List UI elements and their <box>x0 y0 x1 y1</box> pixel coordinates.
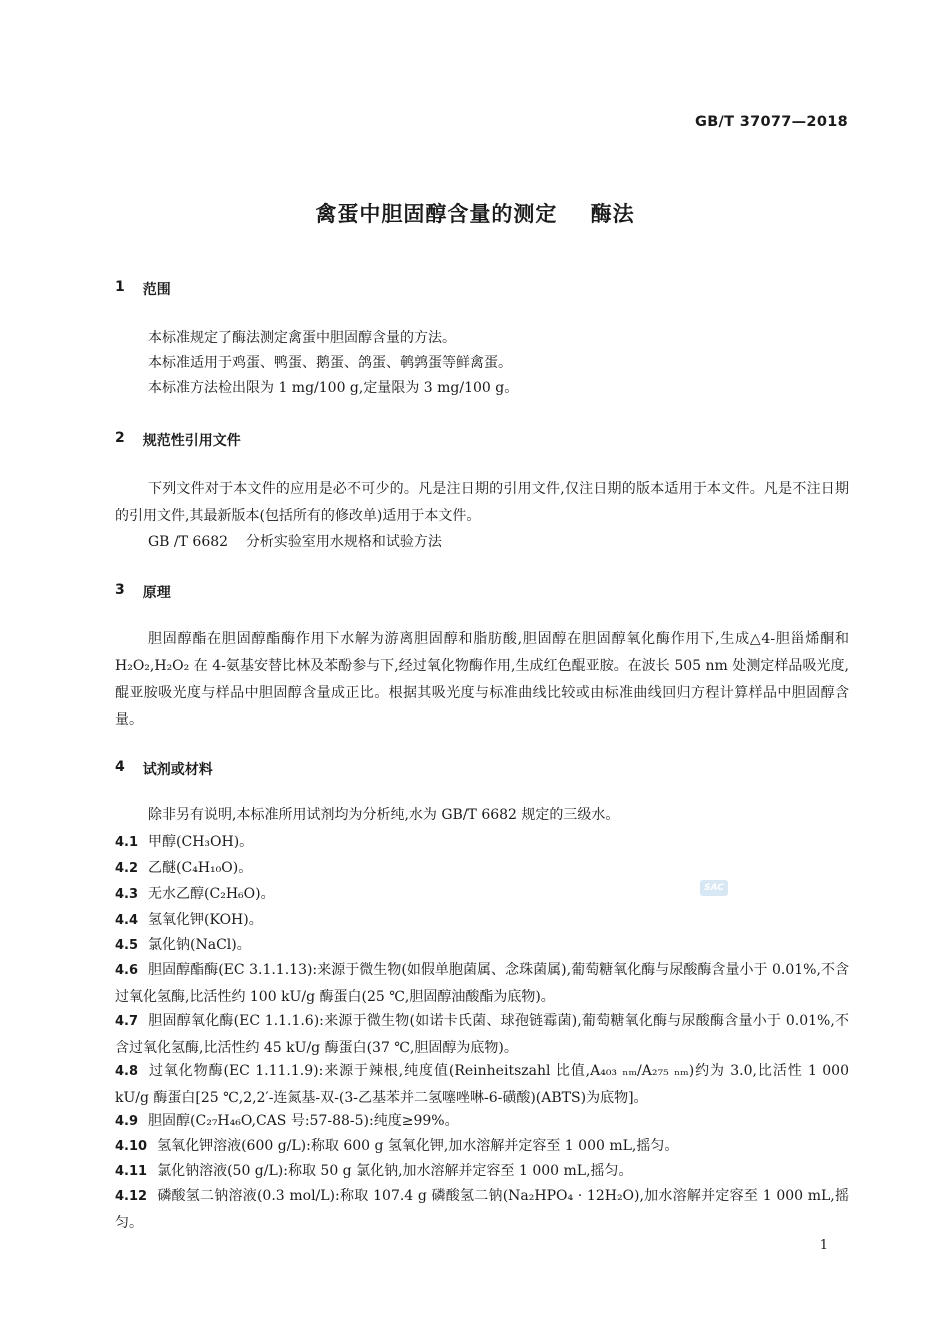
item-text: 乙醚(C₄H₁₀O)。 <box>148 860 253 876</box>
section-heading-principle <box>115 582 171 602</box>
normative-reference: GB /T 6682 分析实验室用水规格和试验方法 <box>148 534 442 550</box>
section-number: 1 <box>115 279 125 295</box>
reagent-item <box>115 1183 849 1236</box>
reagent-item <box>115 881 849 908</box>
scope-line: 本标准适用于鸡蛋、鸭蛋、鹅蛋、鸽蛋、鹌鹑蛋等鲜禽蛋。 <box>148 355 512 371</box>
item-number: 4.6 <box>115 963 139 978</box>
item-number: 4.1 <box>115 835 139 850</box>
section-heading-normative <box>115 430 241 450</box>
section-number: 4 <box>115 759 125 775</box>
item-text: 氯化钠溶液(50 g/L):称取 50 g 氯化钠,加水溶解并定容至 1 000 mL,摇匀。 <box>157 1163 633 1179</box>
item-text: 氯化钠(NaCl)。 <box>148 937 251 953</box>
section-heading-scope <box>115 279 171 299</box>
scope-line: 本标准规定了酶法测定禽蛋中胆固醇含量的方法。 <box>148 330 456 346</box>
item-number: 4.11 <box>115 1164 148 1179</box>
reagent-item <box>115 1158 849 1185</box>
item-text: 磷酸氢二钠溶液(0.3 mol/L):称取 107.4 g 磷酸氢二钠(Na₂HPO₄ · 12H₂O),加水溶解并定容至 1 000 mL,摇匀。 <box>115 1188 849 1231</box>
reagent-item <box>115 1058 849 1111</box>
section-title: 范围 <box>142 282 171 298</box>
principle-paragraph: 胆固醇酯在胆固醇酯酶作用下水解为游离胆固醇和脂肪酸,胆固醇在胆固醇氧化酶作用下,生成△4-胆甾烯酮和 H₂O₂,H₂O₂ 在 4-氨基安替比林及苯酚参与下,经过氧化物酶作用,生成红色醌亚胺。在波长 505 nm 处测定样品吸光度,醌亚胺吸光度与样品中胆固醇含量成正比。根据其吸光度与标准曲线比较或由标准曲线回归方程计算样品中胆固醇含量。 <box>115 631 849 728</box>
section-title: 原理 <box>142 585 171 601</box>
item-number: 4.7 <box>115 1014 139 1029</box>
section-number: 3 <box>115 582 125 598</box>
section-number: 2 <box>115 430 125 446</box>
item-text: 无水乙醇(C₂H₆O)。 <box>148 886 275 902</box>
item-number: 4.3 <box>115 887 139 902</box>
item-text: 胆固醇酯酶(EC 3.1.1.13):来源于微生物(如假单胞菌属、念珠菌属),葡萄糖氧化酶与尿酸酶含量小于 0.01%,不含过氧化氢酶,比活性约 100 kU/g 酶蛋白(25 ℃,胆固醇油酸酯为底物)。 <box>115 962 849 1005</box>
item-number: 4.5 <box>115 938 139 953</box>
item-text: 氢氧化钾(KOH)。 <box>148 912 263 928</box>
item-number: 4.9 <box>115 1114 139 1129</box>
reagent-item <box>115 829 849 856</box>
document-title: 禽蛋中胆固醇含量的测定 酶法 <box>315 202 635 226</box>
reagent-item <box>115 957 849 1010</box>
item-number: 4.4 <box>115 913 139 928</box>
reagent-item <box>115 1008 849 1061</box>
item-number: 4.8 <box>115 1064 139 1079</box>
item-text: 胆固醇(C₂₇H₄₆O,CAS 号:57-88-5):纯度≥99%。 <box>148 1113 459 1129</box>
item-text: 胆固醇氧化酶(EC 1.1.1.6):来源于微生物(如诺卡氏菌、球孢链霉菌),葡萄糖氧化酶与尿酸酶含量小于 0.01%,不含过氧化氢酶,比活性约 45 kU/g 酶蛋白(37 ℃,胆固醇为底物)。 <box>115 1013 849 1056</box>
item-text: 甲醇(CH₃OH)。 <box>148 834 254 850</box>
item-number: 4.2 <box>115 861 139 876</box>
item-number: 4.12 <box>115 1189 148 1204</box>
item-number: 4.10 <box>115 1139 148 1154</box>
standard-number: GB/T 37077—2018 <box>695 114 848 130</box>
section-title: 试剂或材料 <box>142 762 213 778</box>
reagent-item <box>115 932 849 959</box>
page-number: 1 <box>819 1238 828 1253</box>
item-text: 氢氧化钾溶液(600 g/L):称取 600 g 氢氧化钾,加水溶解并定容至 1 000 mL,摇匀。 <box>157 1138 679 1154</box>
reagent-item <box>115 907 849 934</box>
reagent-item <box>115 1133 849 1160</box>
section-title: 规范性引用文件 <box>142 433 241 449</box>
sac-watermark-logo: SAC <box>700 880 728 896</box>
scope-line: 本标准方法检出限为 1 mg/100 g,定量限为 3 mg/100 g。 <box>148 380 519 396</box>
reagent-item <box>115 855 849 882</box>
reagent-item <box>115 1108 849 1135</box>
section-heading-reagents <box>115 759 213 779</box>
reagents-intro: 除非另有说明,本标准所用试剂均为分析纯,水为 GB/T 6682 规定的三级水。 <box>148 807 620 823</box>
item-text: 过氧化物酶(EC 1.11.1.9):来源于辣根,纯度值(Reinheitszahl 比值,A₄₀₃ ₙₘ/A₂₇₅ ₙₘ)约为 3.0,比活性 1 000 kU/g 酶蛋白[25 ℃,2,2′-连氮基-双-(3-乙基苯并二氢噻唑啉-6-磺酸)(ABTS)为底物]。 <box>115 1063 849 1106</box>
normative-paragraph: 下列文件对于本文件的应用是必不可少的。凡是注日期的引用文件,仅注日期的版本适用于本文件。凡是不注日期的引用文件,其最新版本(包括所有的修改单)适用于本文件。 <box>115 481 849 524</box>
